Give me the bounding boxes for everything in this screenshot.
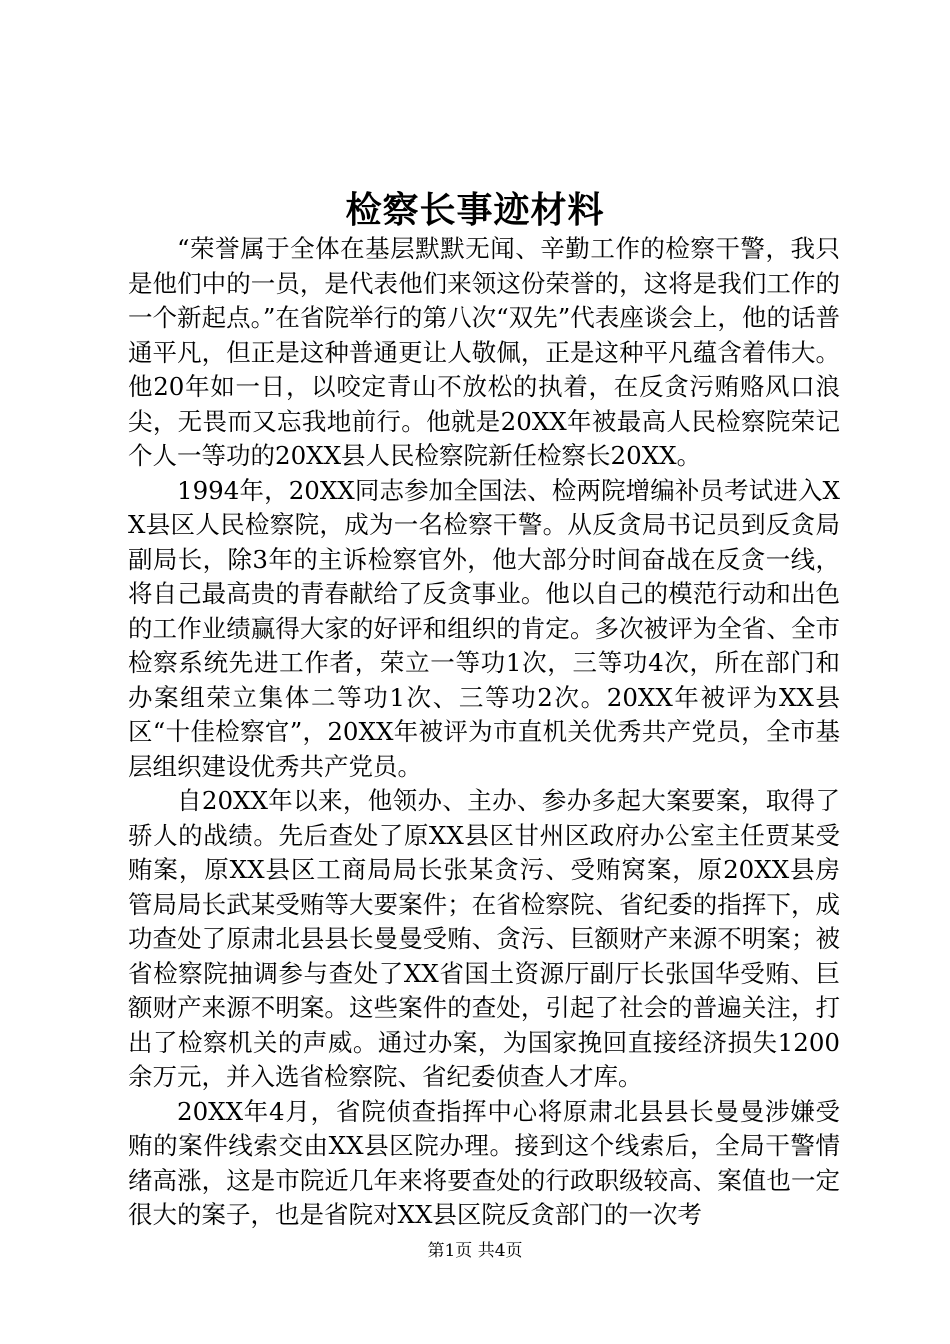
page-number-footer: 第1页 共4页 [427,1241,523,1261]
document-body [128,232,840,1233]
document-title: 检察长事迹材料 [345,189,605,231]
paragraph-2: 1994年，20XX同志参加全国法、检两院增编补员考试进入XX县区人民检察院，成为一名检察干警。从反贪局书记员到反贪局副局长，除3年的主诉检察官外，他大部分时间奋战在反贪一线，将自己最高贵的青春献给了反贪事业。他以自己的模范行动和出色的工作业绩赢得大家的好评和组织的肯定。多次被评为全省、全市检察系统先进工作者，荣立一等功1次，三等功4次，所在部门和办案组荣立集体二等功1次、三等功2次。20XX年被评为XX县区“十佳检察官”，20XX年被评为市直机关优秀共产党员，全市基层组织建设优秀共产党员。 [128,475,840,781]
paragraph-3: 自20XX年以来，他领办、主办、参办多起大案要案，取得了骄人的战绩。先后查处了原XX县区甘州区政府办公室主任贾某受贿案，原XX县区工商局局长张某贪污、受贿窝案，原20XX县房管局局长武某受贿等大要案件；在省检察院、省纪委的指挥下，成功查处了原肃北县县长曼曼受贿、贪污、巨额财产来源不明案；被省检察院抽调参与查处了XX省国土资源厅副厅长张国华受贿、巨额财产来源不明案。这些案件的查处，引起了社会的普遍关注，打出了检察机关的声威。通过办案，为国家挽回直接经济损失1200余万元，并入选省检察院、省纪委侦查人才库。 [128,786,840,1091]
paragraph-4: 20XX年4月，省院侦查指挥中心将原肃北县县长曼曼涉嫌受贿的案件线索交由XX县区院办理。接到这个线索后，全局干警情绪高涨，这是市院近几年来将要查处的行政职级较高、案值也一定很大的案子，也是省院对XX县区院反贪部门的一次考 [128,1096,840,1229]
paragraph-1: “荣誉属于全体在基层默默无闻、辛勤工作的检察干警，我只是他们中的一员，是代表他们来领这份荣誉的，这将是我们工作的一个新起点。”在省院举行的第八次“双先”代表座谈会上，他的话普通平凡，但正是这种普通更让人敬佩，正是这种平凡蕴含着伟大。他20年如一日，以咬定青山不放松的执着，在反贪污贿赂风口浪尖，无畏而又忘我地前行。他就是20XX年被最高人民检察院荣记个人一等功的20XX县人民检察院新任检察长20XX。 [128,234,840,470]
